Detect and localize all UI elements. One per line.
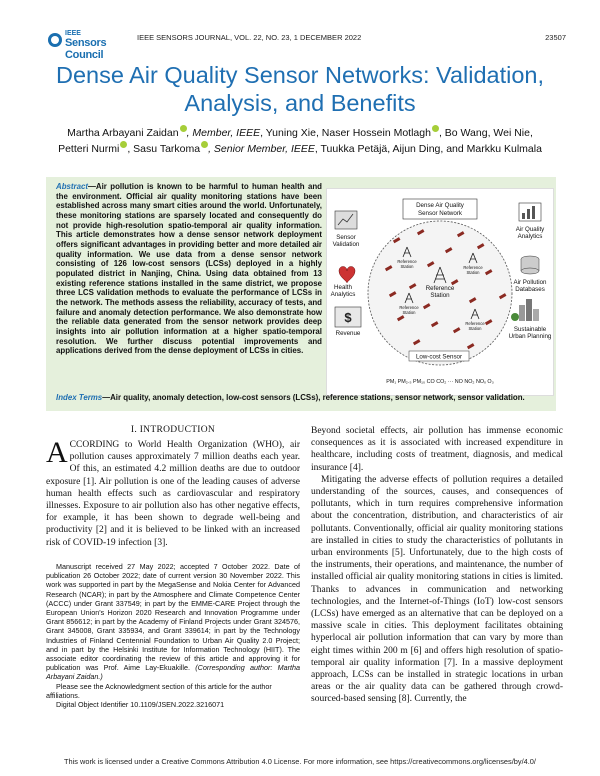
database-icon <box>521 256 539 274</box>
corresponding-author-note: (Corresponding author: Martha Arbayani Zaidan.) <box>46 663 300 682</box>
title-line-2: Analysis, and Benefits <box>184 90 416 116</box>
ref-station-label-2: Station <box>468 326 482 331</box>
author-list <box>30 125 570 157</box>
logo-ieee-text: IEEE <box>65 30 81 37</box>
footnote-block <box>46 562 300 709</box>
ref-station-label: Reference <box>465 321 485 326</box>
page-number: 23507 <box>545 33 566 42</box>
network-title-2: Sensor Network <box>417 210 463 217</box>
ref-station-label: Reference <box>399 305 419 310</box>
databases-label-2: Databases <box>515 286 545 293</box>
license-note: This work is licensed under a Creative Commons Attribution 4.0 License. For more information, see https://creativecommons.org/licenses/by/4.0/ <box>64 757 536 766</box>
health-analytics-label-2: Analytics <box>330 291 356 298</box>
health-analytics-label: Health <box>334 284 352 291</box>
column-right <box>311 425 563 706</box>
abstract <box>56 182 322 356</box>
urban-planning-icon <box>511 299 539 321</box>
urban-planning-label: Sustainable <box>513 326 547 333</box>
sensor-validation-icon <box>335 211 357 229</box>
ref-station-label-2: Station <box>466 270 480 275</box>
ref-station-label-2: Station <box>400 264 414 269</box>
running-head: IEEE SENSORS JOURNAL, VOL. 22, NO. 23, 1 DECEMBER 2022 <box>137 33 362 42</box>
title-line-1: Dense Air Quality Sensor Networks: Validation, <box>55 62 545 88</box>
health-icon <box>339 267 355 284</box>
network-title: Dense Air Quality <box>416 202 464 209</box>
author-line-2: Petteri Nurmi , Sasu Tarkoma , Senior Member, IEEE, Tuukka Petäjä, Aijun Ding, and Markku Kulmala <box>58 143 542 155</box>
revenue-icon <box>335 307 361 327</box>
section-heading-introduction: I. INTRODUCTION <box>130 425 216 435</box>
sensor-validation-label-2: Validation <box>332 241 360 248</box>
intro-paragraph-1: CCORDING to World Health Organization (WHO), air pollution causes approximately 7 million deaths each year. Of this, an estimated 4.2 million deaths are due to outdoor exposure [1]. Air pollution is one of the leading causes of adverse human health effects such as cardiovascular and respiratory illnesses. Exposure to air pollution also has other negative effects, for example, it has been shown to degrade well-being and productivity [2] and it is believed to be linked with an increased risk of COVID-19 infection [3]. <box>46 440 300 548</box>
drop-cap: A <box>46 436 68 469</box>
ref-station-label-2: Station <box>402 310 416 315</box>
abstract-label: Abstract <box>56 182 89 191</box>
doi-footnote: Digital Object Identifier 10.1109/JSEN.2022.3216071 <box>56 700 225 710</box>
index-terms-label: Index Terms <box>56 393 103 402</box>
index-terms-text: —Air quality, anomaly detection, low-cost sensors (LCSs), reference stations, sensor network, sensor validation. <box>102 393 525 402</box>
svg-text:$: $ <box>344 310 352 325</box>
intro-paragraph-2: Beyond societal effects, air pollution has immense economic consequences as it is associated with increased expenditure in healthcare, including costs of treatment, diagnosis, and medical insurance [4]. <box>311 426 563 473</box>
urban-planning-label-2: Urban Planning <box>508 333 552 340</box>
revenue-label: Revenue <box>335 330 361 337</box>
low-cost-sensor-label: Low-cost Sensor <box>415 353 463 361</box>
ref-station-main-label-2: Station <box>430 292 450 299</box>
intro-paragraph-3: Mitigating the adverse effects of pollution requires a detailed understanding of the sources, causes, and consequences of pollutants, which in turn requires comprehensive information about the concentration, distribution, and characteristics of air pollutants. Conventionally, official air quality monitoring stations are installed in cities to study the characteristics of pollutants in urban environments [5]. Unfortunately, due to the high costs of the instruments, their operations, and maintenance, the number of installed official air quality monitoring stations in cities is limited. Thanks to advances in communication and networking technologies, and the Internet-of-Things (IoT) low-cost sensors (LCSs) have emerged as an alternative that can be deployed on a massive scale in cities. This deployment facilitates obtaining hyperlocal air pollution information that can vary by more than eight times within 200 m [6] and offers high resolution of spatio-temporal air quality information [7]. In a massive deployment approach, LCSs can be installed in strategic locations in urban areas or the air quality data can be gathered through crowd-sourced-based sensing [8]. Currently, the <box>311 474 563 705</box>
column-left <box>46 436 300 549</box>
ref-station-main-label: Reference <box>425 285 455 292</box>
aq-analytics-icon <box>519 203 541 221</box>
funding-footnote: Manuscript received 27 May 2022; accepted 7 October 2022. Date of publication 26 October 2022; date of current version 30 November 2022. This work was supported in part by the MegaSense and Nokia Center for Advanced Research (NCAR); in part by the Atmosphere and Climate Competence Center (ACCC) under Grant 337549; in part by the EMME-CARE Project through the European Union's Horizon 2020 Research and Innovation Programme under Grant 856612; in part by the Academy of Finland Projects under Grant 324576, Grant 345008, Grant 335934, and Grant 339614; in part by the Technology Industries of Finland Centennial Foundation to Urban Air Quality 2.0 Project; and in part by the Helsinki Institute for Information Technology (HIIT). The associate editor coordinating the review of this article and approving it for publication was Prof. Aime Lay-Ekuakille. <box>46 562 300 673</box>
aq-analytics-label: Air Quality <box>515 226 545 233</box>
ref-station-label: Reference <box>397 259 417 264</box>
orcid-icon[interactable] <box>432 125 439 132</box>
paper-title <box>30 61 570 117</box>
author-line-1: Martha Arbayani Zaidan , Member, IEEE, Yuning Xie, Naser Hossein Motlagh , Bo Wang, Wei Nie, <box>67 127 533 139</box>
graphical-abstract-figure <box>326 188 554 396</box>
aq-analytics-label-2: Analytics <box>517 233 543 240</box>
pollutant-list: PM₁ PM₂.₅ PM₁₀ CO CO₂ ··· NO NO₂ NOₓ O₃ <box>386 379 494 385</box>
ieee-sensors-council-logo <box>48 30 128 61</box>
databases-label: Air Pollution <box>513 279 547 286</box>
abstract-text: —Air pollution is known to be harmful to human health and the environment. Official air quality monitoring stations have been established across many smart cities around the world. Unfortunately, these monitoring stations are sparsely located and consequently do not provide high-resolution spatio-temporal air quality information. This article demonstrates how a dense sensor network deployment offers significant advantages in providing better and more detailed air quality information. We use data from a dense sensor network consisting of 126 low-cost sensors (LCSs) deployed in a highly populated district in Nanjing, China. Using data obtained from 13 existing reference stations installed in the same district, we propose three LCS validation methods to evaluate the performance of LCSs in the network. The methods assess the reliability, accuracy of tests, and failure and anomaly detection performance. We also demonstrate how the reliable data generated from the sensor network provides deep insights into air pollution information at a higher spatio-temporal resolution. We further discuss potential improvements and applications derived from the dense deployment of LCSs in cities. <box>56 182 322 356</box>
affiliations-footnote: Please see the Acknowledgment section of this article for the author affiliations. <box>46 681 272 700</box>
logo-council-text: Sensors Council <box>65 37 107 61</box>
orcid-icon[interactable] <box>180 125 187 132</box>
ref-station-label: Reference <box>463 265 483 270</box>
sensor-validation-label: Sensor <box>336 234 356 241</box>
logo-mark-icon <box>48 33 62 47</box>
index-terms <box>56 393 548 403</box>
